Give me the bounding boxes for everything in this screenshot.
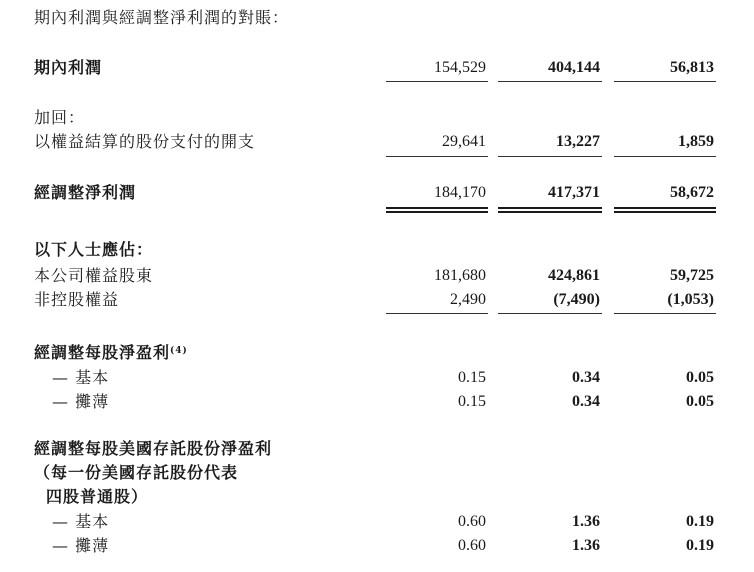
value-shareholders-col3: 59,725 [670,267,714,284]
value-profit-col2: 404,144 [548,59,600,76]
underline [386,156,488,157]
underline [498,313,602,314]
value-eps-diluted-col3: 0.05 [686,393,714,410]
value-noncontrolling-col3: (1,053) [667,291,714,308]
row-label-equity-shareholders: 本公司權益股東 [34,266,154,285]
double-underline [614,211,716,213]
double-underline [498,211,602,213]
value-eps-diluted-col1: 0.15 [458,393,486,410]
value-ads-basic-col2: 1.36 [572,513,600,530]
row-label-ads-basic: — 基本 [52,512,110,531]
underline [614,313,716,314]
value-eps-basic-col3: 0.05 [686,369,714,386]
value-sbp-col2: 13,227 [556,133,600,150]
adjusted-eps-text: 經調整每股淨盈利 [34,343,171,362]
value-shareholders-col2: 424,861 [548,267,600,284]
row-label-ads-note-line1: （每一份美國存託股份代表 [34,463,239,482]
double-underline [386,207,488,209]
underline [498,156,602,157]
double-underline [386,211,488,213]
row-label-basic: — 基本 [52,368,110,387]
underline [614,156,716,157]
value-adjusted-col2: 417,371 [548,184,600,201]
row-label-diluted: — 攤薄 [52,392,110,411]
value-shareholders-col1: 181,680 [434,267,486,284]
value-ads-diluted-col3: 0.19 [686,537,714,554]
value-ads-basic-col1: 0.60 [458,513,486,530]
row-label-share-based-payment: 以權益結算的股份支付的開支 [34,132,256,151]
table-title: 期內利潤與經調整淨利潤的對賬： [34,8,290,27]
value-noncontrolling-col1: 2,490 [450,291,486,308]
value-noncontrolling-col2: (7,490) [553,291,600,308]
value-eps-basic-col2: 0.34 [572,369,600,386]
value-sbp-col3: 1,859 [678,133,714,150]
value-sbp-col1: 29,641 [442,133,486,150]
value-adjusted-col3: 58,672 [670,184,714,201]
value-profit-col3: 56,813 [670,59,714,76]
double-underline [614,207,716,209]
value-eps-diluted-col2: 0.34 [572,393,600,410]
row-label-adjusted-eps [34,343,188,363]
row-label-non-controlling: 非控股權益 [34,290,120,309]
row-label-adjusted-eps-per-ads: 經調整每股美國存託股份淨盈利 [34,439,273,458]
value-ads-diluted-col2: 1.36 [572,537,600,554]
double-underline [498,207,602,209]
row-label-attributable-to: 以下人士應佔： [34,240,154,259]
row-label-add-back: 加回： [34,108,86,127]
row-label-ads-note-line2: 四股普通股） [46,487,149,506]
value-adjusted-col1: 184,170 [434,184,486,201]
row-label-ads-diluted: — 攤薄 [52,536,110,555]
footnote-marker: (4) [170,346,188,356]
value-eps-basic-col1: 0.15 [458,369,486,386]
underline [386,313,488,314]
underline [498,81,602,82]
value-profit-col1: 154,529 [434,59,486,76]
row-label-profit-for-period: 期內利潤 [34,58,103,77]
row-label-adjusted-net-profit: 經調整淨利潤 [34,183,137,202]
underline [614,81,716,82]
underline [386,81,488,82]
value-ads-basic-col3: 0.19 [686,513,714,530]
value-ads-diluted-col1: 0.60 [458,537,486,554]
